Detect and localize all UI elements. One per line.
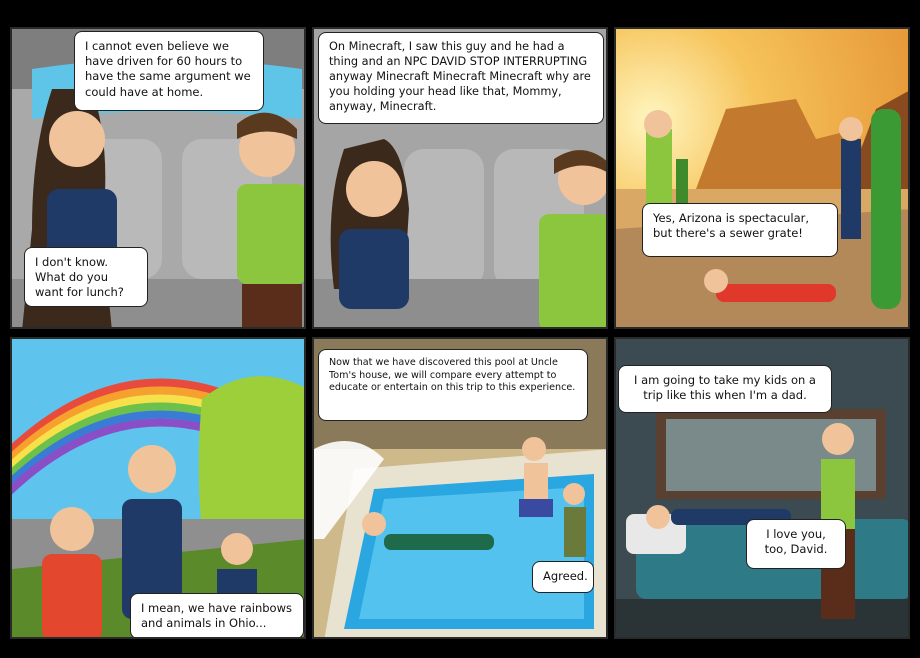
panel-4-rainbow bbox=[10, 337, 306, 639]
speech-bubble-david bbox=[318, 32, 604, 124]
speech-bubble-dad bbox=[642, 203, 838, 257]
panel-3-arizona bbox=[614, 27, 910, 329]
speech-bubble-mom bbox=[130, 593, 304, 639]
speech-text: I cannot even believe we have driven for 60 hours to have the same argument we could have at home. bbox=[85, 39, 251, 99]
speech-text: I am going to take my kids on a trip like this when I'm a dad. bbox=[634, 373, 816, 403]
desert-scene bbox=[616, 29, 910, 329]
panel-1-car-argument bbox=[10, 27, 306, 329]
speech-bubble-david bbox=[618, 365, 832, 413]
speech-bubble-dad bbox=[74, 31, 264, 111]
speech-text: I love you, too, David. bbox=[764, 527, 828, 557]
speech-text: On Minecraft, I saw this guy and he had a thing and an NPC DAVID STOP INTERRUPTING anyway Minecraft Minecraft Minecraft why are you holding your head like that, Mommy, anyway, Minecraft. bbox=[329, 40, 591, 113]
speech-bubble-dad bbox=[532, 561, 594, 593]
panel-6-bedroom bbox=[614, 337, 910, 639]
speech-bubble-mom bbox=[746, 519, 846, 569]
speech-text: Agreed. bbox=[543, 569, 588, 583]
speech-bubble-mom bbox=[318, 349, 588, 421]
speech-text: I don't know. What do you want for lunch? bbox=[35, 255, 124, 300]
panel-2-minecraft-talk bbox=[312, 27, 608, 329]
speech-bubble-mom bbox=[24, 247, 148, 307]
speech-text: I mean, we have rainbows and animals in Ohio... bbox=[141, 601, 292, 631]
speech-text: Now that we have discovered this pool at Uncle Tom's house, we will compare every attempt to educate or entertain on this trip to this experience. bbox=[329, 357, 576, 394]
speech-text: Yes, Arizona is spectacular, but there's a sewer grate! bbox=[653, 211, 810, 241]
panel-5-pool bbox=[312, 337, 608, 639]
